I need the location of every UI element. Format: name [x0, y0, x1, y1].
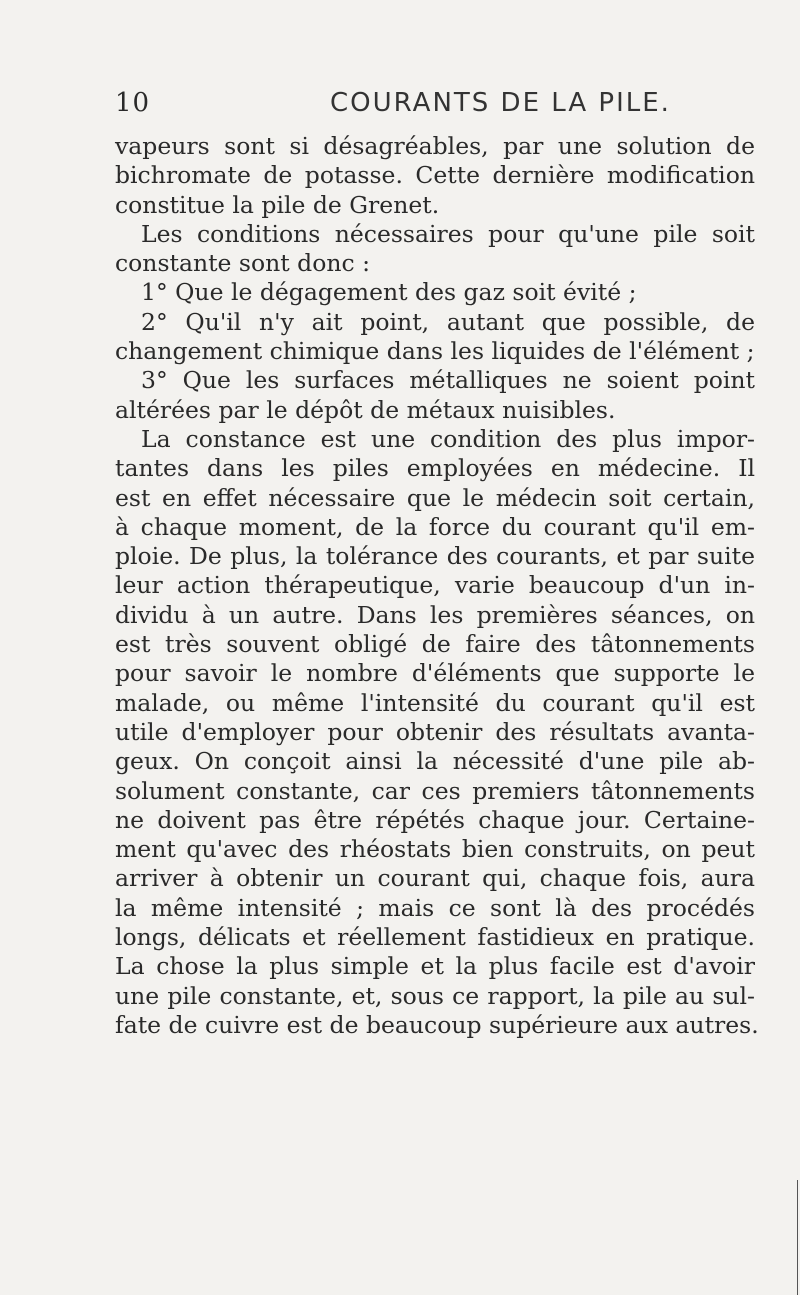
page-edge-mark [797, 1180, 798, 1295]
text-line: tantes dans les piles employées en médecine. Il [115, 454, 755, 483]
text-line: longs, délicats et réellement fastidieux en pratique. [115, 923, 755, 952]
text-line: pour savoir le nombre d'éléments que supporte le [115, 659, 755, 688]
text-line: ne doivent pas être répétés chaque jour. Certaine- [115, 805, 755, 834]
text-line: solument constante, car ces premiers tâtonnements [115, 776, 755, 805]
text-line: fate de cuivre est de beaucoup supérieure aux autres. [115, 1010, 759, 1039]
text-line: une pile constante, et, sous ce rapport, la pile au sul- [115, 981, 755, 1010]
text-line: La chose la plus simple et la plus facile est d'avoir [115, 952, 755, 981]
text-line: malade, ou même l'intensité du courant qu'il est [115, 688, 755, 717]
page-header [115, 88, 755, 128]
text-line: bichromate de potasse. Cette dernière modification [115, 161, 755, 190]
text-line: 3° Que les surfaces métalliques ne soient point [141, 366, 755, 395]
text-line: vapeurs sont si désagréables, par une solution de [115, 132, 755, 160]
text-line: ment qu'avec des rhéostats bien construits, on peut [115, 835, 755, 864]
running-head: COURANTS DE LA PILE. [330, 88, 671, 118]
text-line: changement chimique dans les liquides de l'élément ; [115, 337, 755, 366]
text-line: constitue la pile de Grenet. [115, 190, 440, 219]
text-line: geux. On conçoit ainsi la nécessité d'une pile ab- [115, 747, 755, 776]
text-line: leur action thérapeutique, varie beaucoup d'un in- [115, 571, 755, 600]
text-line: 2° Qu'il n'y ait point, autant que possible, de [141, 307, 755, 336]
text-line: Les conditions nécessaires pour qu'une pile soit [141, 219, 755, 248]
text-line: utile d'employer pour obtenir des résultats avanta- [115, 717, 755, 746]
text-line: 1° Que le dégagement des gaz soit évité ; [141, 278, 637, 307]
text-line: ploie. De plus, la tolérance des courants, et par suite [115, 542, 755, 571]
text-line: à chaque moment, de la force du courant qu'il em- [115, 512, 755, 541]
text-line: est en effet nécessaire que le médecin soit certain, [115, 483, 755, 512]
body-text [115, 132, 759, 1040]
text-line: constante sont donc : [115, 249, 371, 278]
text-line: dividu à un autre. Dans les premières séances, on [115, 600, 755, 629]
text-line: la même intensité ; mais ce sont là des procédés [115, 893, 755, 922]
text-line: La constance est une condition des plus impor- [141, 424, 755, 453]
text-line: arriver à obtenir un courant qui, chaque fois, aura [115, 864, 755, 893]
text-line: est très souvent obligé de faire des tâtonnements [115, 630, 755, 659]
text-line: altérées par le dépôt de métaux nuisibles. [115, 395, 616, 424]
page-number: 10 [115, 88, 151, 118]
